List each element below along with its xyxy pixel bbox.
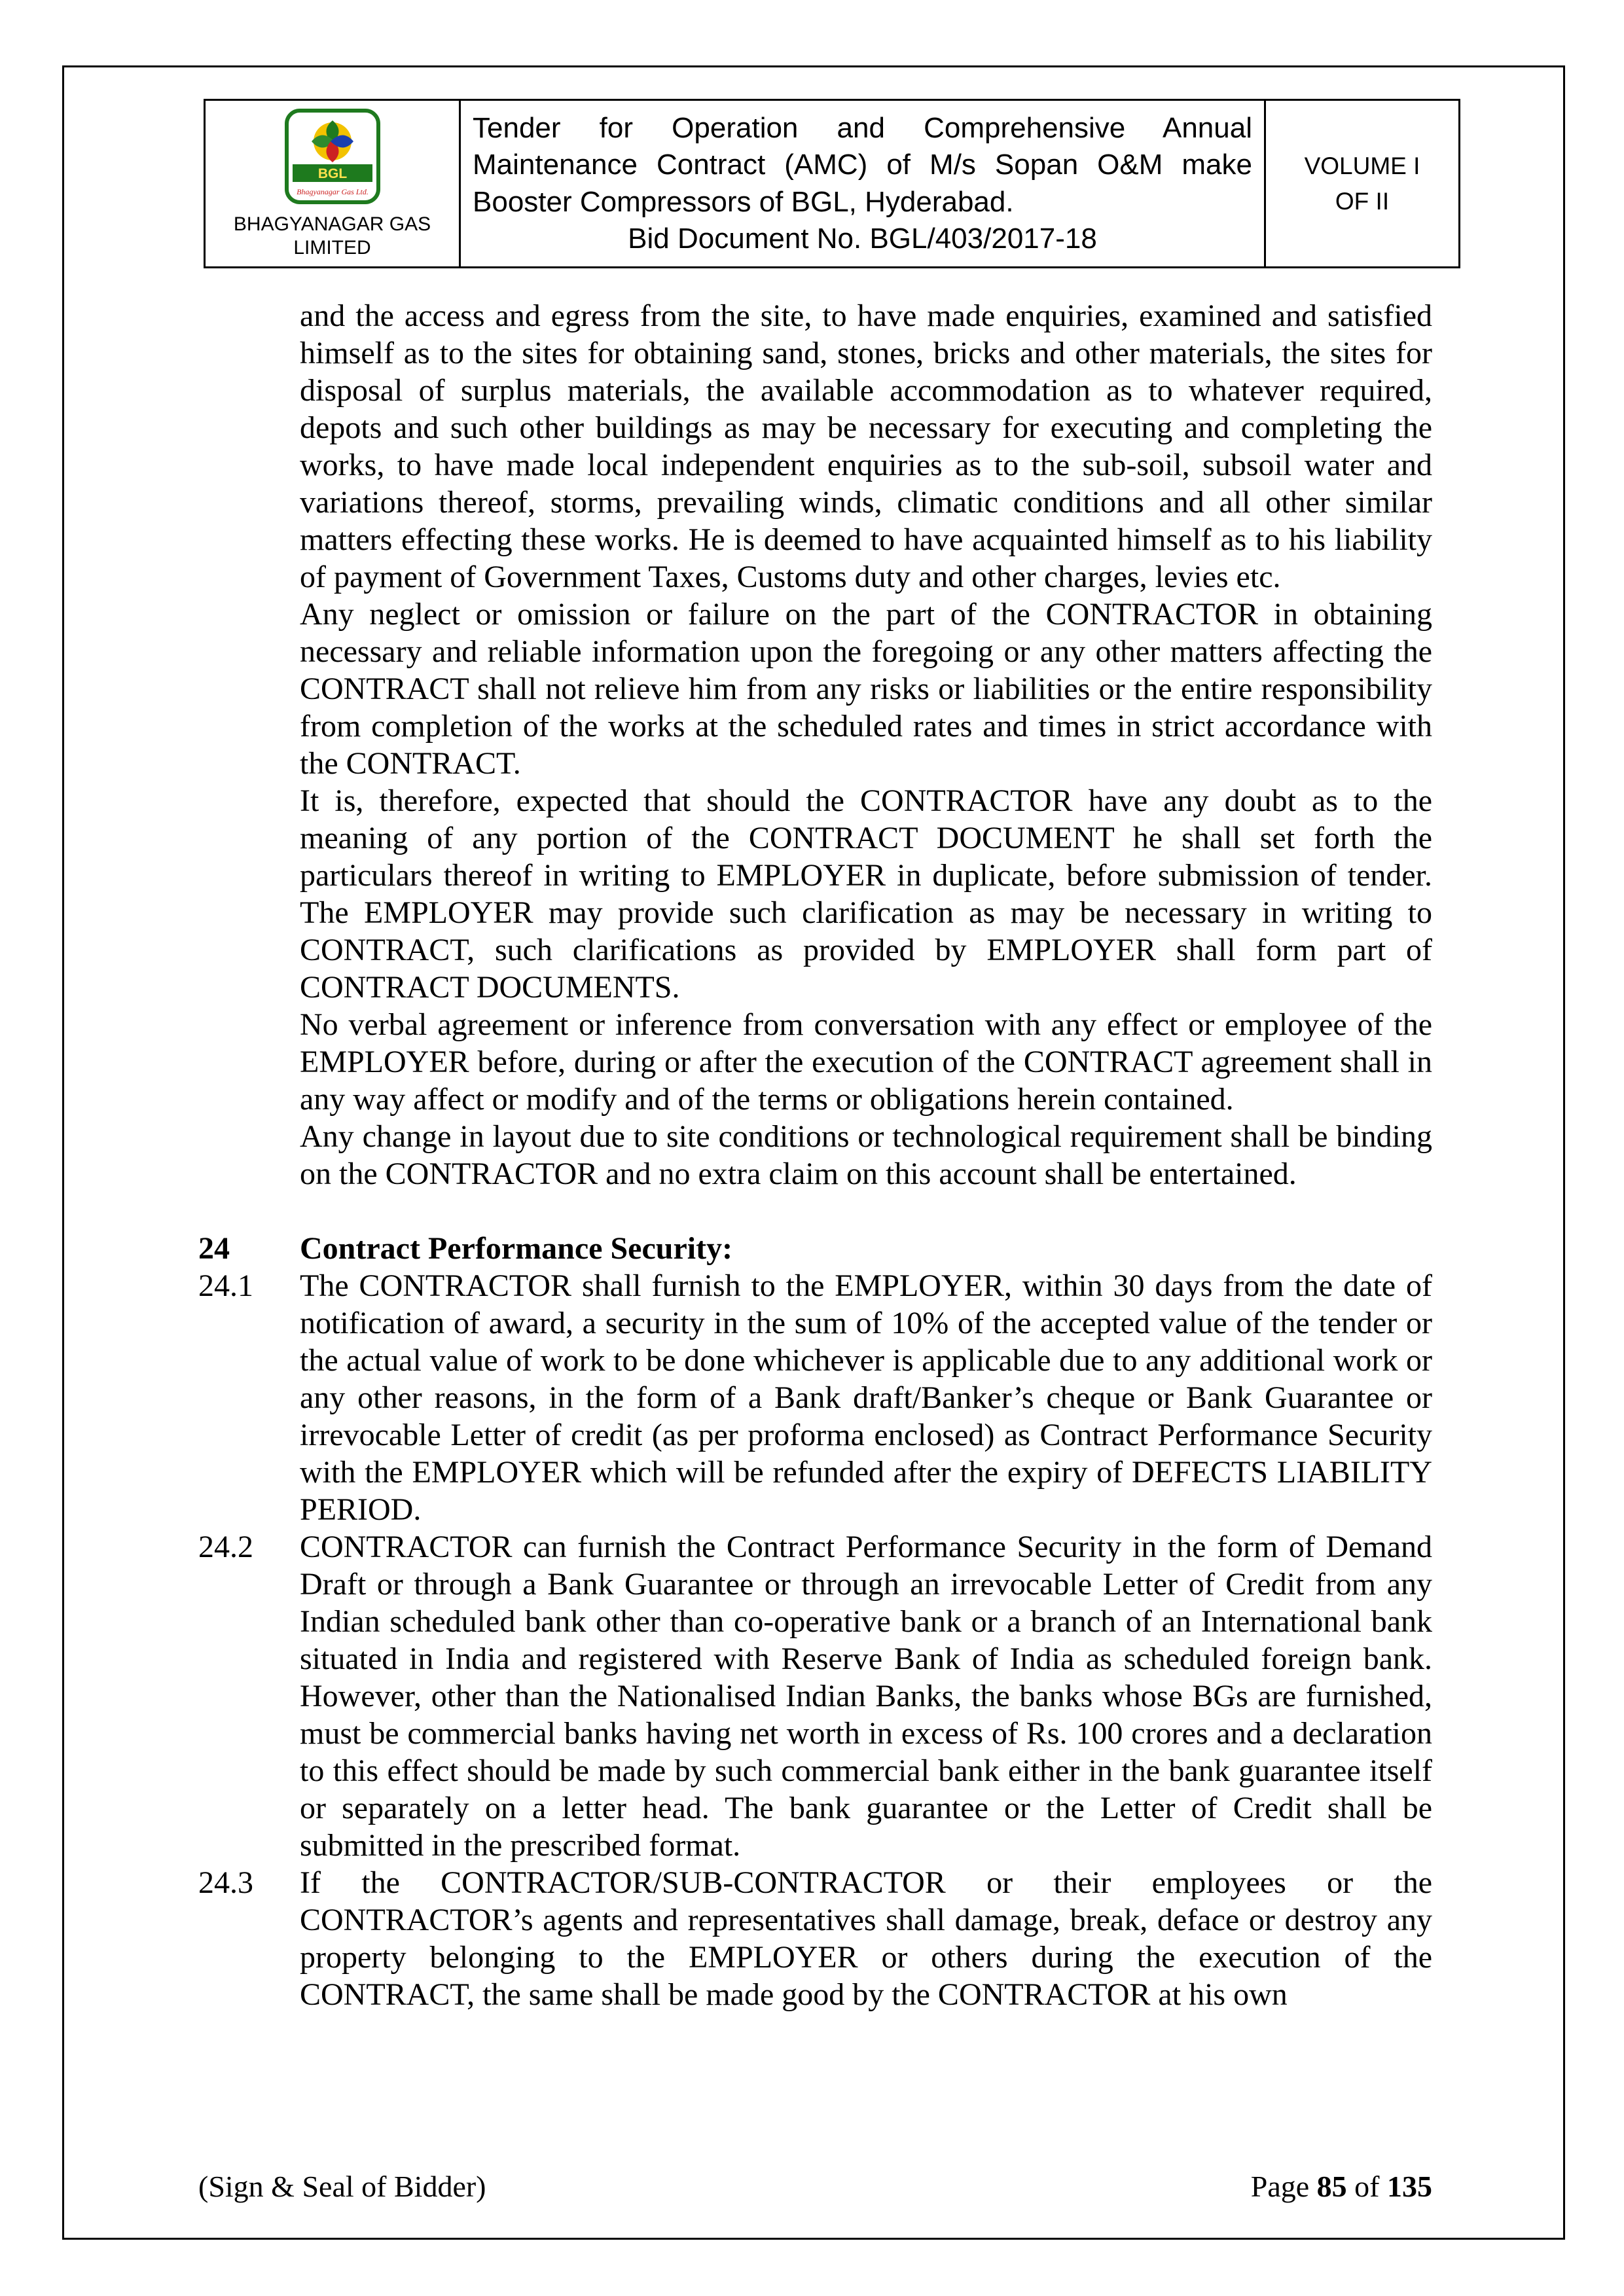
logo-cell xyxy=(205,100,460,268)
section-heading xyxy=(198,1230,1432,1267)
of-word: of xyxy=(1354,2170,1380,2203)
volume-cell xyxy=(1265,100,1460,268)
clause-text: The CONTRACTOR shall furnish to the EMPLOYER, within 30 days from the date of notification of award, a security in the sum of 10% of the accepted value of the tender or the actual value of work to be done whichever is applicable due to any additional work or any other reasons, in the form of a Bank draft/Banker’s cheque or Bank Guarantee or irrevocable Letter of credit (as per proforma enclosed) as Contract Performance Security with the EMPLOYER which will be refunded after the expiry of DEFECTS LIABILITY PERIOD. xyxy=(300,1268,1432,1527)
section-number: 24 xyxy=(198,1231,230,1266)
document-body xyxy=(64,297,1563,2013)
body-paragraph: No verbal agreement or inference from conversation with any effect or employee of the EMPLOYER before, during or after the execution of the CONTRACT agreement shall in any way affect or modify and of the terms or obligations herein contained. xyxy=(300,1007,1432,1117)
volume-label-line1: VOLUME I xyxy=(1304,152,1420,179)
logo-caption: Bhagyanagar Gas Ltd. xyxy=(296,187,369,196)
organization-name-line2: LIMITED xyxy=(293,237,371,259)
document-header-table xyxy=(204,99,1460,268)
clause-number: 24.1 xyxy=(198,1268,253,1303)
sign-seal-note: (Sign & Seal of Bidder) xyxy=(198,2170,486,2203)
section-title: Contract Performance Security: xyxy=(300,1231,733,1266)
title-cell xyxy=(460,100,1265,268)
clause-number: 24.2 xyxy=(198,1530,253,1564)
body-paragraph: Any neglect or omission or failure on the part of the CONTRACTOR in obtaining necessary and reliable information upon the foregoing or any other matters affecting the CONTRACT shall not relieve him from any risks or liabilities or the entire responsibility from completion of the works at the scheduled rates and times in strict accordance with the CONTRACT. xyxy=(300,597,1432,781)
clause-24-2 xyxy=(198,1528,1432,1864)
page-footer xyxy=(198,2169,1432,2204)
volume-label-line2: OF II xyxy=(1335,187,1390,215)
tender-title: Tender for Operation and Comprehensive Annual Maintenance Contract (AMC) of M/s Sopan O&M make Booster Compressors of BGL, Hyderabad. xyxy=(473,111,1252,218)
organization-name xyxy=(217,213,447,260)
organization-name-line1: BHAGYANAGAR GAS xyxy=(233,213,431,235)
clause-number: 24.3 xyxy=(198,1865,253,1900)
clause-24-3 xyxy=(198,1864,1432,2013)
page-border-frame xyxy=(62,65,1565,2240)
body-paragraph: and the access and egress from the site, to have made enquiries, examined and satisfied himself as to the sites for obtaining sand, stones, bricks and other materials, the sites for disposal of surplus materials, the available accommodation as to whatever required, depots and such other buildings as may be necessary for executing and completing the works, to have made local independent enquiries as to the sub-soil, subsoil water and variations thereof, storms, prevailing winds, climatic conditions and all other similar matters effecting these works. He is deemed to have acquainted himself as to his liability of payment of Government Taxes, Customs duty and other charges, levies etc. xyxy=(300,298,1432,594)
total-pages: 135 xyxy=(1387,2170,1432,2203)
clause-24-1 xyxy=(198,1267,1432,1528)
bid-document-number: Bid Document No. BGL/403/2017-18 xyxy=(628,222,1097,255)
clause-text: CONTRACTOR can furnish the Contract Performance Security in the form of Demand Draft or through a Bank Guarantee or through an irrevocable Letter of Credit from any Indian scheduled bank other than co-operative bank or a branch of an International bank situated in India and registered with Reserve Bank of India as scheduled foreign bank. However, other than the Nationalised Indian Banks, the banks whose BGs are furnished, must be commercial banks having net worth in excess of Rs. 100 crores and a declaration to this effect should be made by such commercial bank either in the bank guarantee itself or separately on a letter head. The bank guarantee or the Letter of Credit shall be submitted in the prescribed format. xyxy=(300,1530,1432,1863)
page-indicator xyxy=(1251,2169,1432,2204)
page-word: Page xyxy=(1250,2170,1310,2203)
logo-monogram: BGL xyxy=(317,166,347,181)
body-paragraph: It is, therefore, expected that should the CONTRACTOR have any doubt as to the meaning of any portion of the CONTRACT DOCUMENT he shall set forth the particulars thereof in writing to EMPLOYER in duplicate, before submission of tender. The EMPLOYER may provide such clarification as may be necessary in writing to CONTRACT, such clarifications as provided by EMPLOYER shall form part of CONTRACT DOCUMENTS. xyxy=(300,783,1432,1005)
page-number: 85 xyxy=(1316,2170,1347,2203)
clause-text: If the CONTRACTOR/SUB-CONTRACTOR or their employees or the CONTRACTOR’s agents and representatives shall damage, break, deface or destroy any property belonging to the EMPLOYER or others during the execution of the CONTRACT, the same shall be made good by the CONTRACTOR at his own xyxy=(300,1865,1432,2012)
body-paragraph: Any change in layout due to site conditions or technological requirement shall be binding on the CONTRACTOR and no extra claim on this account shall be entertained. xyxy=(300,1119,1432,1191)
bgl-logo-icon xyxy=(283,107,382,206)
